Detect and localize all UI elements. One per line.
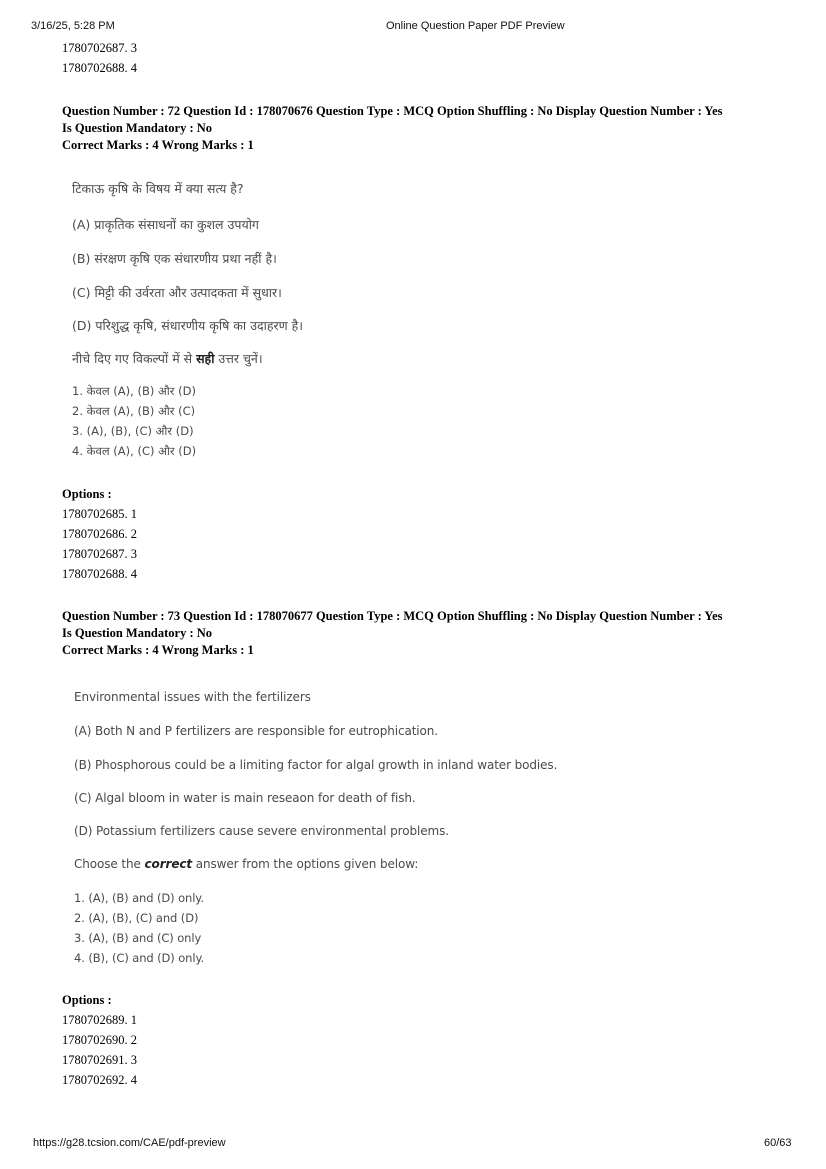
statement-c: (C) मिट्टी की उर्वरता और उत्पादकता में सुधार। [72, 285, 282, 300]
option-line: 1780702685. 1 [62, 507, 137, 521]
statement-b: (B) Phosphorous could be a limiting factor for algal growth in inland water bodies. [74, 758, 558, 772]
statement-d: (D) Potassium fertilizers cause severe environmental problems. [74, 824, 449, 838]
options-label: Options : [62, 993, 112, 1007]
choice-1: 1. केवल (A), (B) और (D) [72, 384, 196, 398]
choice-1: 1. (A), (B) and (D) only. [74, 891, 204, 905]
question-mandatory: Is Question Mandatory : No [62, 626, 213, 640]
instruction-pre: Choose the [74, 857, 145, 871]
instruction-pre: नीचे दिए गए विकल्पों में से [72, 351, 197, 366]
page-number: 60/63 [764, 1137, 792, 1149]
question-text: Environmental issues with the fertilizers [74, 690, 311, 704]
choice-2: 2. केवल (A), (B) और (C) [72, 404, 196, 418]
choice-4: 4. केवल (A), (C) और (D) [72, 444, 197, 458]
option-line: 1780702689. 1 [62, 1013, 137, 1027]
question-marks: Correct Marks : 4 Wrong Marks : 1 [62, 138, 254, 152]
statement-c: (C) Algal bloom in water is main reseaon for death of fish. [74, 791, 416, 805]
page-title: Online Question Paper PDF Preview [386, 20, 565, 32]
question-72-meta [62, 103, 782, 154]
instruction-emphasis: correct [144, 857, 193, 871]
question-marks: Correct Marks : 4 Wrong Marks : 1 [62, 643, 254, 657]
question-meta-line: Question Number : 72 Question Id : 178070676 Question Type : MCQ Option Shuffling : No Display Question Number : Yes [62, 104, 723, 118]
option-line: 1780702688. 4 [62, 61, 137, 75]
question-mandatory: Is Question Mandatory : No [62, 121, 213, 135]
question-text: टिकाऊ कृषि के विषय में क्या सत्य है? [72, 181, 244, 196]
statement-b: (B) संरक्षण कृषि एक संधारणीय प्रथा नहीं है। [72, 251, 277, 266]
option-line: 1780702688. 4 [62, 567, 137, 581]
choice-2: 2. (A), (B), (C) and (D) [74, 911, 199, 925]
choice-3: 3. (A), (B), (C) और (D) [72, 424, 194, 438]
option-line: 1780702690. 2 [62, 1033, 137, 1047]
statement-a: (A) Both N and P fertilizers are responsible for eutrophication. [74, 724, 439, 738]
instruction [72, 350, 263, 367]
options-label: Options : [62, 487, 112, 501]
instruction [74, 857, 418, 871]
instruction-post: उत्तर चुनें। [214, 351, 263, 366]
option-line: 1780702692. 4 [62, 1073, 137, 1087]
question-73-meta [62, 608, 782, 659]
statement-a: (A) प्राकृतिक संसाधनों का कुशल उपयोग [72, 217, 259, 232]
option-line: 1780702687. 3 [62, 547, 137, 561]
option-line: 1780702687. 3 [62, 41, 137, 55]
question-meta-line: Question Number : 73 Question Id : 178070677 Question Type : MCQ Option Shuffling : No Display Question Number : Yes [62, 609, 723, 623]
statement-d: (D) परिशुद्ध कृषि, संधारणीय कृषि का उदाहरण है। [72, 318, 303, 333]
option-line: 1780702686. 2 [62, 527, 137, 541]
choice-3: 3. (A), (B) and (C) only [74, 931, 202, 945]
print-datetime: 3/16/25, 5:28 PM [31, 20, 115, 32]
page-url: https://g28.tcsion.com/CAE/pdf-preview [33, 1137, 226, 1149]
choice-4: 4. (B), (C) and (D) only. [74, 951, 205, 965]
instruction-post: answer from the options given below: [192, 857, 419, 871]
instruction-emphasis: सही [196, 351, 215, 366]
option-line: 1780702691. 3 [62, 1053, 137, 1067]
